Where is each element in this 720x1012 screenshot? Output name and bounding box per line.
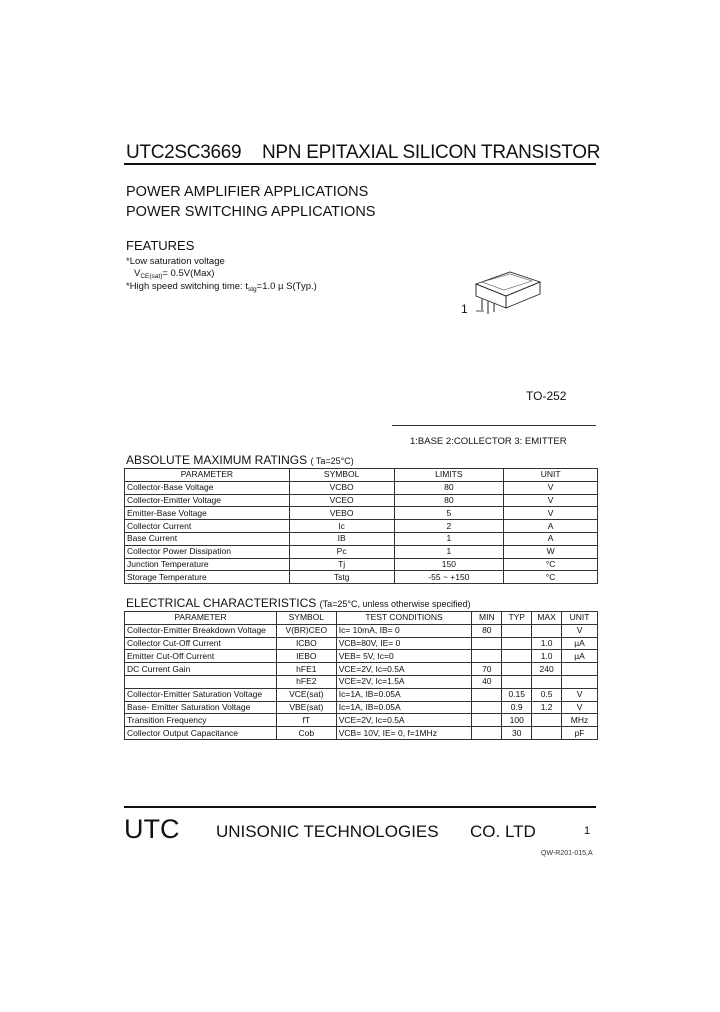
elec-char-cell: Base- Emitter Saturation Voltage <box>125 701 277 714</box>
abs-max-row <box>125 494 598 507</box>
package-name: TO-252 <box>526 389 567 403</box>
elec-char-cell: VCB= 10V, IE= 0, f=1MHz <box>336 727 472 740</box>
abs-max-cell: VCEO <box>289 494 394 507</box>
abs-max-cell: Ic <box>289 520 394 533</box>
abs-max-row <box>125 532 598 545</box>
elec-char-cell: 70 <box>472 663 502 676</box>
elec-char-cell: µA <box>562 650 598 663</box>
elec-char-row <box>125 637 598 650</box>
elec-char-row <box>125 701 598 714</box>
elec-char-cell: Collector Cut-Off Current <box>125 637 277 650</box>
abs-max-cell: 2 <box>394 520 504 533</box>
elec-char-cell: Ic=1A, IB=0.05A <box>336 688 472 701</box>
elec-char-cell: VCE(sat) <box>276 688 336 701</box>
features-heading: FEATURES <box>126 238 195 253</box>
part-number: UTC2SC3669 <box>126 142 242 163</box>
application-line-2: POWER SWITCHING APPLICATIONS <box>126 204 376 220</box>
abs-max-header-cell: LIMITS <box>394 469 504 482</box>
elec-char-header-cell: TYP <box>502 612 532 625</box>
abs-max-cell: 80 <box>394 481 504 494</box>
abs-max-header-cell: UNIT <box>504 469 598 482</box>
abs-max-cell: 80 <box>394 494 504 507</box>
abs-max-row <box>125 558 598 571</box>
elec-char-cell <box>532 714 562 727</box>
elec-char-cell: DC Current Gain <box>125 663 277 676</box>
elec-char-cell: fT <box>276 714 336 727</box>
elec-char-cell: 100 <box>502 714 532 727</box>
abs-max-cell: A <box>504 532 598 545</box>
abs-max-cell: Junction Temperature <box>125 558 290 571</box>
abs-max-cell: 1 <box>394 545 504 558</box>
elec-char-cell: Collector Output Capacitance <box>125 727 277 740</box>
abs-max-cell: VCBO <box>289 481 394 494</box>
elec-char-cell: 0.9 <box>502 701 532 714</box>
abs-max-row <box>125 571 598 584</box>
elec-char-table <box>124 611 598 740</box>
elec-char-header-cell: UNIT <box>562 612 598 625</box>
pin-assignment: 1:BASE 2:COLLECTOR 3: EMITTER <box>410 436 567 447</box>
header-rule <box>124 163 596 165</box>
package-rule <box>392 425 596 426</box>
pin1-marker: 1 <box>461 302 468 316</box>
elec-char-cell: 240 <box>532 663 562 676</box>
to252-package-drawing <box>458 268 558 328</box>
abs-max-header-cell: SYMBOL <box>289 469 394 482</box>
abs-max-cell: Collector Power Dissipation <box>125 545 290 558</box>
elec-char-cell: 1.2 <box>532 701 562 714</box>
elec-char-cell: 40 <box>472 675 502 688</box>
abs-max-row <box>125 481 598 494</box>
elec-char-cell <box>562 663 598 676</box>
abs-max-cell: V <box>504 494 598 507</box>
feature-line-1: *Low saturation voltage <box>126 256 225 267</box>
elec-char-cell <box>502 675 532 688</box>
elec-char-cell <box>562 675 598 688</box>
abs-max-cell: Emitter-Base Voltage <box>125 507 290 520</box>
elec-char-cell: VCB=80V, IE= 0 <box>336 637 472 650</box>
elec-char-cell: Ic= 10mA, IB= 0 <box>336 624 472 637</box>
elec-char-cell <box>532 675 562 688</box>
elec-char-cell: Collector-Emitter Breakdown Voltage <box>125 624 277 637</box>
abs-max-cell: Collector Current <box>125 520 290 533</box>
footer-co: CO. LTD <box>470 822 536 841</box>
footer-rule <box>124 806 596 808</box>
elec-char-row <box>125 688 598 701</box>
abs-max-row <box>125 545 598 558</box>
abs-max-cell: -55 ~ +150 <box>394 571 504 584</box>
elec-char-cell: µA <box>562 637 598 650</box>
elec-char-cell <box>532 624 562 637</box>
abs-max-title: ABSOLUTE MAXIMUM RATINGS ( Ta=25°C) <box>126 453 354 467</box>
elec-char-header-cell: SYMBOL <box>276 612 336 625</box>
elec-char-cell <box>472 727 502 740</box>
elec-char-cell: 30 <box>502 727 532 740</box>
elec-char-cell: IEBO <box>276 650 336 663</box>
elec-char-cell: Cob <box>276 727 336 740</box>
elec-char-row <box>125 727 598 740</box>
footer-company: UNISONIC TECHNOLOGIES <box>216 822 439 841</box>
elec-char-cell: 0.5 <box>532 688 562 701</box>
elec-char-header-cell: MAX <box>532 612 562 625</box>
abs-max-header-cell: PARAMETER <box>125 469 290 482</box>
elec-char-cell: 1.0 <box>532 637 562 650</box>
elec-char-cell <box>532 727 562 740</box>
elec-char-cell: hFE2 <box>276 675 336 688</box>
page-number: 1 <box>584 825 591 837</box>
abs-max-cell: Storage Temperature <box>125 571 290 584</box>
document-code: QW-R201-015,A <box>541 850 593 857</box>
elec-char-cell <box>472 701 502 714</box>
elec-char-cell <box>472 637 502 650</box>
abs-max-cell: 150 <box>394 558 504 571</box>
abs-max-table <box>124 468 598 584</box>
elec-char-cell: pF <box>562 727 598 740</box>
elec-char-cell <box>502 637 532 650</box>
elec-char-cell: V <box>562 624 598 637</box>
elec-char-header-cell: PARAMETER <box>125 612 277 625</box>
elec-char-cell: V(BR)CEO <box>276 624 336 637</box>
abs-max-cell: A <box>504 520 598 533</box>
abs-max-cell: V <box>504 507 598 520</box>
elec-char-header-cell: MIN <box>472 612 502 625</box>
abs-max-cell: Collector-Base Voltage <box>125 481 290 494</box>
elec-char-cell: Transition Frequency <box>125 714 277 727</box>
elec-char-cell <box>472 650 502 663</box>
abs-max-header-row <box>125 469 598 482</box>
abs-max-cell: 1 <box>394 532 504 545</box>
elec-char-cell: V <box>562 701 598 714</box>
abs-max-cell: Tstg <box>289 571 394 584</box>
elec-char-header-row <box>125 612 598 625</box>
elec-char-title: ELECTRICAL CHARACTERISTICS (Ta=25°C, unless otherwise specified) <box>126 596 471 610</box>
abs-max-cell: IB <box>289 532 394 545</box>
feature-line-3: *High speed switching time: $t_{stg}=1.0$ µ S(Typ.) <box>126 281 317 293</box>
abs-max-cell: Pc <box>289 545 394 558</box>
feature-line-2: $V_{CE(sat)}= 0.5V(Max)$ <box>134 268 215 280</box>
elec-char-row <box>125 714 598 727</box>
elec-char-cell: 80 <box>472 624 502 637</box>
abs-max-cell: Base Current <box>125 532 290 545</box>
elec-char-cell: VCE=2V, Ic=0.5A <box>336 714 472 727</box>
elec-char-cell <box>502 650 532 663</box>
elec-char-cell: Emitter Cut-Off Current <box>125 650 277 663</box>
abs-max-cell: V <box>504 481 598 494</box>
footer-logo: UTC <box>124 814 180 844</box>
elec-char-cell <box>472 688 502 701</box>
elec-char-cell: 1.0 <box>532 650 562 663</box>
elec-char-cell: hFE1 <box>276 663 336 676</box>
abs-max-cell: Tj <box>289 558 394 571</box>
elec-char-cell <box>125 675 277 688</box>
abs-max-row <box>125 507 598 520</box>
abs-max-cell: °C <box>504 558 598 571</box>
elec-char-cell: VCE=2V, Ic=1.5A <box>336 675 472 688</box>
elec-char-cell: 0.15 <box>502 688 532 701</box>
elec-char-cell: ICBO <box>276 637 336 650</box>
elec-char-cell: VBE(sat) <box>276 701 336 714</box>
elec-char-cell: VEB= 5V, Ic=0 <box>336 650 472 663</box>
elec-char-cell: V <box>562 688 598 701</box>
elec-char-cell: VCE=2V, Ic=0.5A <box>336 663 472 676</box>
elec-char-row <box>125 624 598 637</box>
abs-max-row <box>125 520 598 533</box>
elec-char-cell <box>502 624 532 637</box>
elec-char-row <box>125 663 598 676</box>
abs-max-cell: 5 <box>394 507 504 520</box>
elec-char-cell <box>472 714 502 727</box>
abs-max-cell: °C <box>504 571 598 584</box>
elec-char-cell: MHz <box>562 714 598 727</box>
abs-max-cell: Collector-Emitter Voltage <box>125 494 290 507</box>
elec-char-row <box>125 675 598 688</box>
elec-char-cell: Ic=1A, IB=0.05A <box>336 701 472 714</box>
elec-char-row <box>125 650 598 663</box>
abs-max-cell: VEBO <box>289 507 394 520</box>
elec-char-cell: Collector-Emitter Saturation Voltage <box>125 688 277 701</box>
application-line-1: POWER AMPLIFIER APPLICATIONS <box>126 184 369 200</box>
elec-char-header-cell: TEST CONDITIONS <box>336 612 472 625</box>
elec-char-cell <box>502 663 532 676</box>
document-title: NPN EPITAXIAL SILICON TRANSISTOR <box>262 142 601 163</box>
abs-max-cell: W <box>504 545 598 558</box>
